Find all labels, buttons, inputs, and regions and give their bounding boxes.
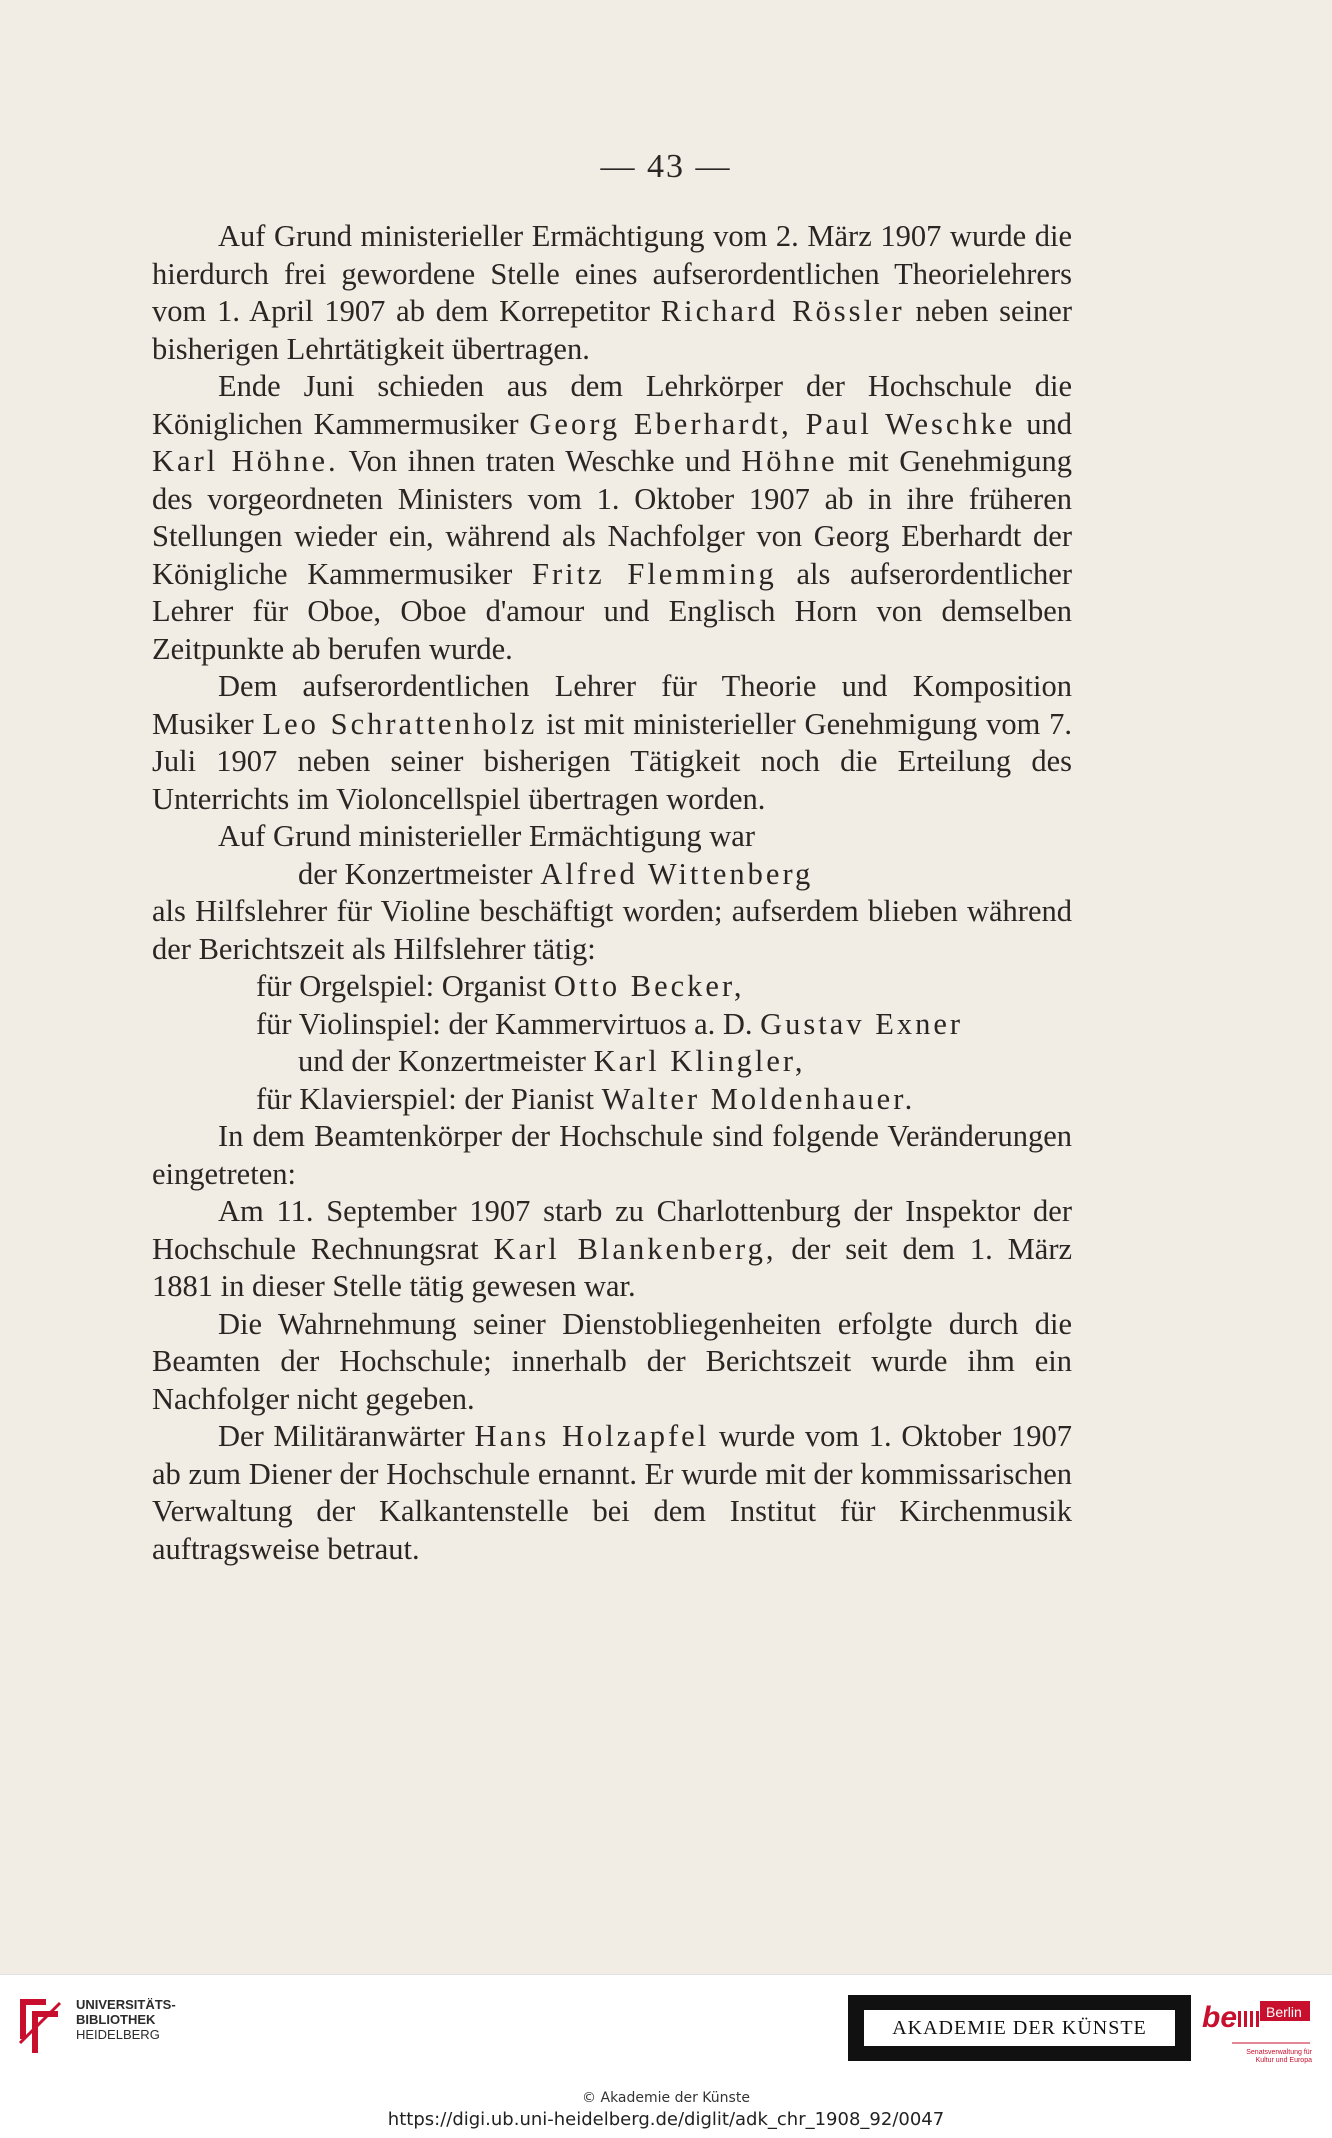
svg-text:Berlin: Berlin [1266, 2004, 1302, 2020]
academy-name: AKADEMIE DER KÜNSTE [864, 2010, 1175, 2046]
person-name: Otto Becker, [553, 969, 745, 1003]
person-name: Karl Klingler, [593, 1044, 806, 1078]
person-name: Karl Höhne. [152, 444, 339, 478]
academy-logo[interactable] [848, 1995, 1191, 2061]
svg-text:be: be [1202, 2001, 1238, 2034]
list-line-orgel: für Orgelspiel: Organist Otto Becker, [256, 969, 745, 1003]
list-line-violine: für Violinspiel: der Kammervirtuos a. D. Gustav Exner [256, 1006, 964, 1041]
page-body [152, 218, 1072, 1568]
list-line-klingler: und der Konzertmeister Karl Klingler, [298, 1044, 806, 1078]
person-name: Walter Moldenhauer. [601, 1081, 916, 1116]
person-name: Leo Schrattenholz [262, 706, 538, 741]
person-name: Richard Rössler [660, 294, 905, 328]
viewer-footer [0, 1974, 1332, 2138]
paragraph-3: Dem aufserordentlichen Lehrer für Theorie und Komposition Musiker Leo Schrattenholz ist mit ministerieller Genehmigung vom 7. Juli 1907 neben seiner bisherigen Tätigkeit noch die Erteilung des Unterrichts im Violoncellspiel übertragen worden. [152, 669, 1073, 816]
person-name: Hans Holzapfel [474, 1419, 710, 1453]
person-name: Alfred Wittenberg [540, 856, 814, 891]
paragraph-8: Der Militäranwärter Hans Holzapfel wurde vom 1. Oktober 1907 ab zum Diener der Hochschule ernannt. Er wurde mit der kommissarischen Verwaltung der Kalkantenstelle bei dem Institut für Kirchenmusik auftragsweise betraut. [152, 1419, 1073, 1566]
paragraph-1: Auf Grund ministerieller Ermächtigung vom 2. März 1907 wurde die hierdurch frei gewordene Stelle eines aufserordentlichen Theorielehrers vom 1. April 1907 ab dem Korrepetitor Richard Rössler neben seiner bisherigen Lehrtätigkeit übertragen. [152, 219, 1072, 366]
paragraph-6: Am 11. September 1907 starb zu Charlottenburg der Inspektor der Hochschule Rechnungsrat Karl Blankenberg, der seit dem 1. März 1881 in dieser Stelle tätig gewesen war. [152, 1194, 1073, 1303]
ub-heidelberg-logo-icon[interactable] [12, 1991, 68, 2061]
paragraph-4-cont: als Hilfslehrer für Violine beschäftigt worden; aufserdem blieben während der Berichtszeit als Hilfslehrer tätig: [152, 894, 1072, 966]
person-name: Höhne [741, 444, 838, 478]
person-name: Karl Blankenberg, [493, 1231, 777, 1266]
copyright: © Akademie der Künste [582, 2090, 750, 2106]
person-name: Gustav Exner [760, 1006, 964, 1041]
berlin-department: Senatsverwaltung für Kultur und Europa [1246, 2049, 1312, 2064]
paragraph-2: Ende Juni schieden aus dem Lehrkörper der Hochschule die Königlichen Kammermusiker Georg Eberhardt, Paul Weschke und Karl Höhne. Von ihnen traten Weschke und Höhne mit Genehmigung des vorgeordneten Ministers vom 1. Oktober 1907 ab in ihre früheren Stellungen wieder ein, während als Nachfolger von Georg Eberhardt der Königliche Kammermusiker Fritz Flemming als aufserordentlicher Lehrer für Oboe, Oboe d'amour und Englisch Horn von demselben Zeitpunkte ab berufen wurde. [152, 369, 1073, 666]
person-name: Fritz Flemming [532, 556, 777, 591]
library-name[interactable]: UNIVERSITÄTS- BIBLIOTHEK HEIDELBERG [76, 1997, 176, 2042]
list-line-wittenberg: der Konzertmeister Alfred Wittenberg [298, 856, 814, 891]
list-line-klavier: für Klavierspiel: der Pianist Walter Moldenhauer. [256, 1081, 916, 1116]
person-name: Georg Eberhardt, Paul Weschke [529, 406, 1016, 441]
page-number: — 43 — [600, 148, 732, 185]
paragraph-7: Die Wahrnehmung seiner Dienstobliegenheiten erfolgte durch die Beamten der Hochschule; innerhalb der Berichtszeit wurde ihm ein Nachfolger nicht gegeben. [152, 1306, 1072, 1416]
page-url[interactable]: https://digi.ub.uni-heidelberg.de/diglit/adk_chr_1908_92/0047 [387, 2109, 945, 2130]
paragraph-5: In dem Beamtenkörper der Hochschule sind folgende Veränderungen eingetreten: [152, 1119, 1072, 1191]
paragraph-4: Auf Grund ministerieller Ermächtigung war [218, 819, 755, 853]
